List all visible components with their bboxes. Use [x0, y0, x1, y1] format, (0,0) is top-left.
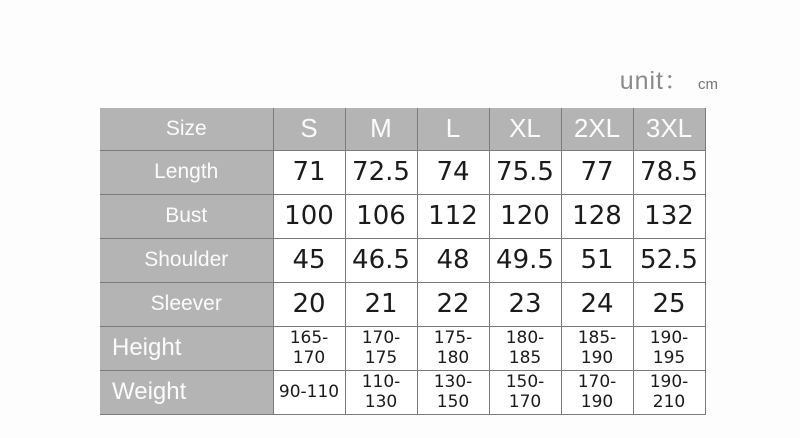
column-header-m: M	[345, 108, 417, 150]
cell-sleever-s: 20	[273, 282, 345, 326]
table-row-bust	[100, 194, 705, 238]
cell-weight-s: 90-110	[273, 370, 345, 414]
table-row-sleever	[100, 282, 705, 326]
cell-shoulder-l: 48	[417, 238, 489, 282]
cell-sleever-3xl: 25	[633, 282, 705, 326]
cell-height-2xl: 185-190	[561, 326, 633, 370]
cell-length-3xl: 78.5	[633, 150, 705, 194]
cell-weight-3xl: 190-210	[633, 370, 705, 414]
cell-shoulder-m: 46.5	[345, 238, 417, 282]
cell-shoulder-xl: 49.5	[489, 238, 561, 282]
cell-bust-2xl: 128	[561, 194, 633, 238]
cell-shoulder-3xl: 52.5	[633, 238, 705, 282]
cell-height-s: 165-170	[273, 326, 345, 370]
cell-length-s: 71	[273, 150, 345, 194]
cell-height-l: 175-180	[417, 326, 489, 370]
cell-bust-xl: 120	[489, 194, 561, 238]
cell-weight-2xl: 170-190	[561, 370, 633, 414]
row-label-sleever: Sleever	[100, 282, 273, 326]
column-header-l: L	[417, 108, 489, 150]
cell-sleever-2xl: 24	[561, 282, 633, 326]
table-row-height	[100, 326, 705, 370]
cell-height-m: 170-175	[345, 326, 417, 370]
column-header-3xl: 3XL	[633, 108, 705, 150]
cell-bust-l: 112	[417, 194, 489, 238]
cell-length-xl: 75.5	[489, 150, 561, 194]
unit-value: cm	[698, 76, 718, 93]
cell-bust-s: 100	[273, 194, 345, 238]
row-label-length: Length	[100, 150, 273, 194]
cell-sleever-xl: 23	[489, 282, 561, 326]
table-row-length	[100, 150, 705, 194]
unit-label	[620, 61, 718, 97]
row-label-weight: Weight	[100, 370, 273, 414]
cell-weight-m: 110-130	[345, 370, 417, 414]
cell-weight-l: 130-150	[417, 370, 489, 414]
table-row-weight	[100, 370, 705, 414]
column-header-2xl: 2XL	[561, 108, 633, 150]
column-header-xl: XL	[489, 108, 561, 150]
unit-caption: unit：	[619, 67, 690, 95]
row-label-height: Height	[100, 326, 273, 370]
cell-length-m: 72.5	[345, 150, 417, 194]
cell-bust-3xl: 132	[633, 194, 705, 238]
column-header-s: S	[273, 108, 345, 150]
cell-length-l: 74	[417, 150, 489, 194]
cell-bust-m: 106	[345, 194, 417, 238]
row-label-bust: Bust	[100, 194, 273, 238]
cell-sleever-m: 21	[345, 282, 417, 326]
size-chart-table	[100, 108, 706, 415]
cell-height-xl: 180-185	[489, 326, 561, 370]
cell-sleever-l: 22	[417, 282, 489, 326]
header-row	[100, 108, 705, 150]
cell-shoulder-s: 45	[273, 238, 345, 282]
cell-length-2xl: 77	[561, 150, 633, 194]
row-label-shoulder: Shoulder	[100, 238, 273, 282]
corner-header-size: Size	[100, 108, 273, 150]
table-row-shoulder	[100, 238, 705, 282]
cell-height-3xl: 190-195	[633, 326, 705, 370]
cell-weight-xl: 150-170	[489, 370, 561, 414]
cell-shoulder-2xl: 51	[561, 238, 633, 282]
